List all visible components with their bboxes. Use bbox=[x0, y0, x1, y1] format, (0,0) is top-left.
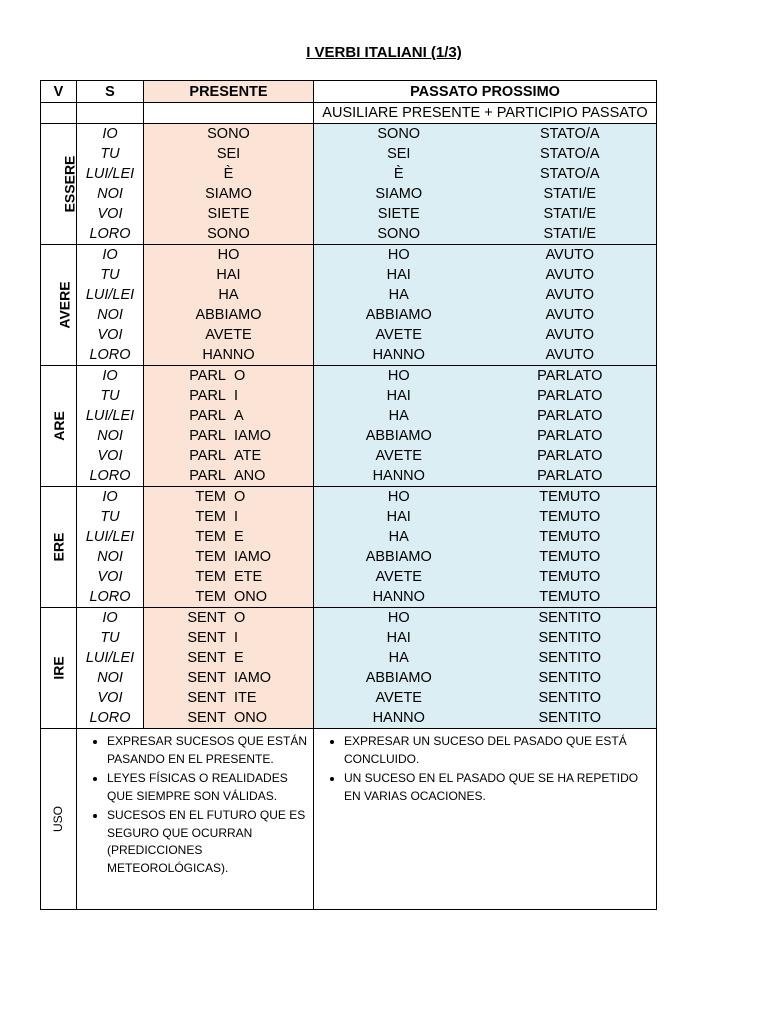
verb-ending: I bbox=[234, 630, 239, 646]
presente-cell: HO bbox=[144, 245, 314, 266]
verb-stem: SENT bbox=[187, 710, 226, 726]
verb-stem: TEM bbox=[195, 569, 226, 585]
table-row bbox=[41, 406, 657, 426]
table-row bbox=[41, 567, 657, 587]
table-row bbox=[41, 507, 657, 527]
verb-ending: A bbox=[234, 408, 244, 424]
presente-cell: HA bbox=[144, 285, 314, 305]
participio-cell: SENTITO bbox=[484, 708, 657, 729]
participio-cell: STATI/E bbox=[484, 224, 657, 245]
presente-cell: AVETE bbox=[144, 325, 314, 345]
subject-cell: VOI bbox=[77, 567, 144, 587]
subject-cell: LORO bbox=[77, 345, 144, 366]
ausiliare-cell: HA bbox=[314, 648, 484, 668]
ausiliare-cell: AVETE bbox=[314, 567, 484, 587]
verb-group-cell bbox=[41, 608, 77, 729]
uso-presente-item: • EXPRESAR SUCESOS QUE ESTÁN PASANDO EN EL PRESENTE. bbox=[107, 733, 313, 768]
subject-cell: VOI bbox=[77, 204, 144, 224]
verb-stem: TEM bbox=[195, 549, 226, 565]
subject-cell: LUI/LEI bbox=[77, 406, 144, 426]
subject-cell: LUI/LEI bbox=[77, 648, 144, 668]
verb-stem: SENT bbox=[187, 670, 226, 686]
verb-stem: PARL bbox=[189, 428, 226, 444]
participio-cell: STATO/A bbox=[484, 144, 657, 164]
subject-cell: TU bbox=[77, 144, 144, 164]
participio-cell: AVUTO bbox=[484, 345, 657, 366]
table-row bbox=[41, 688, 657, 708]
presente-cell: È bbox=[144, 164, 314, 184]
presente-cell bbox=[144, 708, 314, 729]
subject-cell: LUI/LEI bbox=[77, 164, 144, 184]
presente-cell: HANNO bbox=[144, 345, 314, 366]
subject-cell: TU bbox=[77, 507, 144, 527]
subject-cell: NOI bbox=[77, 547, 144, 567]
verb-ending: O bbox=[234, 610, 246, 626]
verb-group-cell bbox=[41, 124, 77, 245]
subject-cell: LORO bbox=[77, 466, 144, 487]
presente-cell bbox=[144, 648, 314, 668]
subject-cell: IO bbox=[77, 608, 144, 629]
subject-cell: TU bbox=[77, 628, 144, 648]
ausiliare-cell: ABBIAMO bbox=[314, 305, 484, 325]
ausiliare-cell: HA bbox=[314, 285, 484, 305]
presente-cell bbox=[144, 507, 314, 527]
table-row bbox=[41, 708, 657, 729]
ausiliare-cell: HO bbox=[314, 608, 484, 629]
participio-cell: AVUTO bbox=[484, 245, 657, 266]
subheader-ausiliare: AUSILIARE PRESENTE + PARTICIPIO PASSATO bbox=[314, 103, 657, 124]
verb-stem: TEM bbox=[195, 509, 226, 525]
subject-cell: IO bbox=[77, 245, 144, 266]
header-passato: PASSATO PROSSIMO bbox=[314, 81, 657, 103]
verb-stem: PARL bbox=[189, 468, 226, 484]
participio-cell: PARLATO bbox=[484, 466, 657, 487]
table-row bbox=[41, 608, 657, 629]
participio-cell: AVUTO bbox=[484, 265, 657, 285]
uso-label: USO bbox=[51, 805, 66, 833]
subheader-empty-v bbox=[41, 103, 77, 124]
subject-cell: LUI/LEI bbox=[77, 285, 144, 305]
subject-cell: LORO bbox=[77, 587, 144, 608]
participio-cell: STATI/E bbox=[484, 184, 657, 204]
table-row bbox=[41, 285, 657, 305]
verb-label: ARE bbox=[50, 410, 67, 441]
presente-cell: SIETE bbox=[144, 204, 314, 224]
subject-cell: VOI bbox=[77, 325, 144, 345]
verb-stem: PARL bbox=[189, 408, 226, 424]
table-row bbox=[41, 668, 657, 688]
table-row bbox=[41, 265, 657, 285]
verb-ending: IAMO bbox=[234, 670, 272, 686]
table-row bbox=[41, 466, 657, 487]
subject-cell: LORO bbox=[77, 708, 144, 729]
participio-cell: AVUTO bbox=[484, 305, 657, 325]
participio-cell: TEMUTO bbox=[484, 527, 657, 547]
verb-stem: TEM bbox=[195, 489, 226, 505]
subject-cell: IO bbox=[77, 487, 144, 508]
table-row bbox=[41, 487, 657, 508]
ausiliare-cell: HO bbox=[314, 245, 484, 266]
verb-ending: ATE bbox=[234, 448, 262, 464]
verb-ending: I bbox=[234, 509, 239, 525]
participio-cell: TEMUTO bbox=[484, 547, 657, 567]
participio-cell: SENTITO bbox=[484, 648, 657, 668]
presente-cell bbox=[144, 668, 314, 688]
subject-cell: LORO bbox=[77, 224, 144, 245]
table-row bbox=[41, 144, 657, 164]
presente-cell bbox=[144, 466, 314, 487]
ausiliare-cell: HAI bbox=[314, 386, 484, 406]
ausiliare-cell: HANNO bbox=[314, 708, 484, 729]
subject-cell: NOI bbox=[77, 184, 144, 204]
ausiliare-cell: HA bbox=[314, 527, 484, 547]
participio-cell: STATO/A bbox=[484, 124, 657, 145]
verb-stem: PARL bbox=[189, 448, 226, 464]
uso-passato-item: • EXPRESAR UN SUCESO DEL PASADO QUE ESTÁ CONCLUIDO. bbox=[344, 733, 656, 768]
verb-ending: I bbox=[234, 388, 239, 404]
verb-ending: IAMO bbox=[234, 428, 272, 444]
subject-cell: LUI/LEI bbox=[77, 527, 144, 547]
uso-passato-cell bbox=[314, 729, 657, 910]
uso-label-cell bbox=[41, 729, 77, 910]
table-row bbox=[41, 648, 657, 668]
subject-cell: NOI bbox=[77, 426, 144, 446]
verb-ending: ITE bbox=[234, 690, 257, 706]
presente-cell: SONO bbox=[144, 124, 314, 145]
presente-cell bbox=[144, 487, 314, 508]
verb-stem: SENT bbox=[187, 610, 226, 626]
uso-presente-item: • LEYES FÍSICAS O REALIDADES QUE SIEMPRE SON VÁLIDAS. bbox=[107, 770, 313, 805]
presente-cell bbox=[144, 547, 314, 567]
ausiliare-cell: SIAMO bbox=[314, 184, 484, 204]
table-row bbox=[41, 366, 657, 387]
table-row bbox=[41, 527, 657, 547]
ausiliare-cell: ABBIAMO bbox=[314, 668, 484, 688]
participio-cell: AVUTO bbox=[484, 325, 657, 345]
presente-cell: HAI bbox=[144, 265, 314, 285]
participio-cell: PARLATO bbox=[484, 446, 657, 466]
table-row bbox=[41, 386, 657, 406]
presente-cell: SEI bbox=[144, 144, 314, 164]
verb-group-cell bbox=[41, 366, 77, 487]
verb-ending: E bbox=[234, 529, 244, 545]
uso-presente-cell bbox=[77, 729, 314, 910]
ausiliare-cell: SONO bbox=[314, 124, 484, 145]
presente-cell bbox=[144, 688, 314, 708]
presente-cell bbox=[144, 366, 314, 387]
verb-label: AVERE bbox=[56, 280, 73, 329]
uso-passato-item: • UN SUCESO EN EL PASADO QUE SE HA REPETIDO EN VARIAS OCACIONES. bbox=[344, 770, 656, 805]
ausiliare-cell: HANNO bbox=[314, 345, 484, 366]
header-v: V bbox=[41, 81, 77, 103]
ausiliare-cell: SEI bbox=[314, 144, 484, 164]
presente-cell bbox=[144, 446, 314, 466]
participio-cell: SENTITO bbox=[484, 688, 657, 708]
table-row bbox=[41, 587, 657, 608]
header-presente: PRESENTE bbox=[144, 81, 314, 103]
verb-stem: PARL bbox=[189, 388, 226, 404]
verb-stem: TEM bbox=[195, 589, 226, 605]
participio-cell: PARLATO bbox=[484, 406, 657, 426]
uso-presente-list bbox=[77, 733, 313, 877]
verb-stem: SENT bbox=[187, 630, 226, 646]
verb-stem: SENT bbox=[187, 650, 226, 666]
verb-ending: ONO bbox=[234, 710, 268, 726]
table-row bbox=[41, 426, 657, 446]
verb-ending: ETE bbox=[234, 569, 263, 585]
presente-cell bbox=[144, 628, 314, 648]
verb-table bbox=[40, 80, 657, 910]
subject-cell: VOI bbox=[77, 446, 144, 466]
subject-cell: NOI bbox=[77, 305, 144, 325]
uso-row bbox=[41, 729, 657, 910]
ausiliare-cell: HAI bbox=[314, 507, 484, 527]
participio-cell: TEMUTO bbox=[484, 507, 657, 527]
verb-stem: PARL bbox=[189, 368, 226, 384]
subheader-empty-s bbox=[77, 103, 144, 124]
verb-stem: TEM bbox=[195, 529, 226, 545]
subheader-row bbox=[41, 103, 657, 124]
participio-cell: AVUTO bbox=[484, 285, 657, 305]
ausiliare-cell: È bbox=[314, 164, 484, 184]
verb-ending: ANO bbox=[234, 468, 266, 484]
verb-ending: O bbox=[234, 489, 246, 505]
subject-cell: VOI bbox=[77, 688, 144, 708]
header-row bbox=[41, 81, 657, 103]
participio-cell: STATO/A bbox=[484, 164, 657, 184]
presente-cell bbox=[144, 426, 314, 446]
header-s: S bbox=[77, 81, 144, 103]
ausiliare-cell: HANNO bbox=[314, 466, 484, 487]
page-title: I VERBI ITALIANI (1/3) bbox=[306, 44, 462, 61]
participio-cell: TEMUTO bbox=[484, 567, 657, 587]
ausiliare-cell: HO bbox=[314, 366, 484, 387]
subject-cell: NOI bbox=[77, 668, 144, 688]
participio-cell: TEMUTO bbox=[484, 587, 657, 608]
ausiliare-cell: HANNO bbox=[314, 587, 484, 608]
subject-cell: TU bbox=[77, 265, 144, 285]
participio-cell: SENTITO bbox=[484, 608, 657, 629]
participio-cell: TEMUTO bbox=[484, 487, 657, 508]
table-row bbox=[41, 204, 657, 224]
verb-ending: ONO bbox=[234, 589, 268, 605]
verb-stem: SENT bbox=[187, 690, 226, 706]
table-row bbox=[41, 164, 657, 184]
table-row bbox=[41, 305, 657, 325]
table-row bbox=[41, 224, 657, 245]
ausiliare-cell: AVETE bbox=[314, 325, 484, 345]
verb-ending: IAMO bbox=[234, 549, 272, 565]
presente-cell bbox=[144, 386, 314, 406]
ausiliare-cell: SIETE bbox=[314, 204, 484, 224]
ausiliare-cell: SONO bbox=[314, 224, 484, 245]
participio-cell: SENTITO bbox=[484, 668, 657, 688]
verb-label: IRE bbox=[50, 655, 67, 680]
table-body bbox=[41, 124, 657, 729]
ausiliare-cell: HA bbox=[314, 406, 484, 426]
table-row bbox=[41, 446, 657, 466]
table-row bbox=[41, 628, 657, 648]
subject-cell: IO bbox=[77, 124, 144, 145]
table-row bbox=[41, 547, 657, 567]
verb-label: ESSERE bbox=[61, 155, 78, 212]
uso-passato-list bbox=[314, 733, 656, 805]
ausiliare-cell: AVETE bbox=[314, 446, 484, 466]
presente-cell: SONO bbox=[144, 224, 314, 245]
ausiliare-cell: ABBIAMO bbox=[314, 547, 484, 567]
presente-cell bbox=[144, 608, 314, 629]
ausiliare-cell: AVETE bbox=[314, 688, 484, 708]
table-row bbox=[41, 245, 657, 266]
verb-group-cell bbox=[41, 487, 77, 608]
participio-cell: PARLATO bbox=[484, 426, 657, 446]
participio-cell: STATI/E bbox=[484, 204, 657, 224]
ausiliare-cell: HAI bbox=[314, 265, 484, 285]
verb-label: ERE bbox=[50, 532, 67, 561]
participio-cell: SENTITO bbox=[484, 628, 657, 648]
table-row bbox=[41, 345, 657, 366]
presente-cell: ABBIAMO bbox=[144, 305, 314, 325]
presente-cell bbox=[144, 567, 314, 587]
ausiliare-cell: HO bbox=[314, 487, 484, 508]
presente-cell bbox=[144, 587, 314, 608]
table-row bbox=[41, 124, 657, 145]
presente-cell bbox=[144, 527, 314, 547]
subject-cell: IO bbox=[77, 366, 144, 387]
uso-presente-item: • SUCESOS EN EL FUTURO QUE ES SEGURO QUE OCURRAN (PREDICCIONES METEOROLÓGICAS). bbox=[107, 807, 313, 877]
verb-ending: E bbox=[234, 650, 244, 666]
ausiliare-cell: HAI bbox=[314, 628, 484, 648]
table-row bbox=[41, 325, 657, 345]
table-row bbox=[41, 184, 657, 204]
participio-cell: PARLATO bbox=[484, 366, 657, 387]
verb-ending: O bbox=[234, 368, 246, 384]
presente-cell bbox=[144, 406, 314, 426]
presente-cell: SIAMO bbox=[144, 184, 314, 204]
verb-group-cell bbox=[41, 245, 77, 366]
participio-cell: PARLATO bbox=[484, 386, 657, 406]
subheader-empty-presente bbox=[144, 103, 314, 124]
ausiliare-cell: ABBIAMO bbox=[314, 426, 484, 446]
subject-cell: TU bbox=[77, 386, 144, 406]
